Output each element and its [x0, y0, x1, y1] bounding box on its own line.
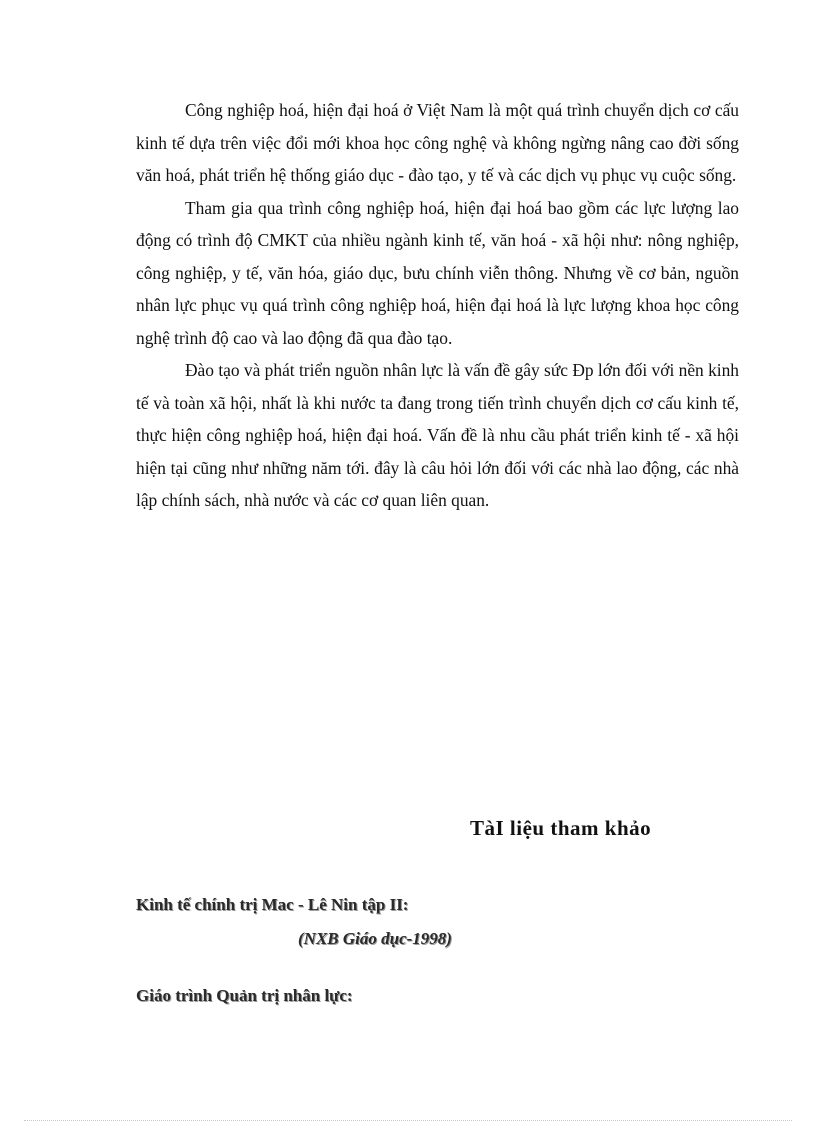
body-text — [136, 94, 739, 517]
paragraph-labor-force: Tham gia qua trình công nghiệp hoá, hiện đại hoá bao gồm các lực lượng lao động có trình độ CMKT của nhiều ngành kinh tế, văn hoá - xã hội như: nông nghiệp, công nghiệp, y tế, văn hóa, giáo dục, bưu chính viễn thông. Nhưng về cơ bản, nguồn nhân lực phục vụ quá trình công nghiệp hoá, hiện đại hoá là lực lượng khoa học công nghệ trình độ cao và lao động đã qua đào tạo. — [136, 197, 739, 348]
paragraph-training: Đào tạo và phát triển nguồn nhân lực là vấn đề gây sức Đp lớn đối với nền kinh tế và toàn xã hội, nhất là khi nước ta đang trong tiến trình chuyển dịch cơ cấu kinh tế, thực hiện công nghiệp hoá, hiện đại hoá. Vấn đề là nhu cầu phát triển kinh tế - xã hội hiện tại cũng như những năm tới. đây là câu hỏi lớn đối với các nhà lao động, các nhà lập chính sách, nhà nước và các cơ quan liên quan. — [136, 360, 740, 510]
reference-title: Giáo trình Quản trị nhân lực: — [136, 986, 353, 1005]
references-heading: TàI liệu tham khảo — [470, 816, 652, 840]
reference-publisher: (NXB Giáo dục-1998) — [298, 929, 452, 948]
paragraph-industrialization: Công nghiệp hoá, hiện đại hoá ở Việt Nam là một quá trình chuyển dịch cơ cấu kinh tế dựa trên việc đổi mới khoa học công nghệ và không ngừng nâng cao đời sống văn hoá, phát triển hệ thống giáo dục - đào tạo, y tế và các dịch vụ phục vụ cuộc sống. — [136, 100, 739, 185]
reference-title: Kinh tế chính trị Mac - Lê Nin tập II: — [136, 895, 409, 914]
page-bottom-rule — [24, 1120, 792, 1121]
